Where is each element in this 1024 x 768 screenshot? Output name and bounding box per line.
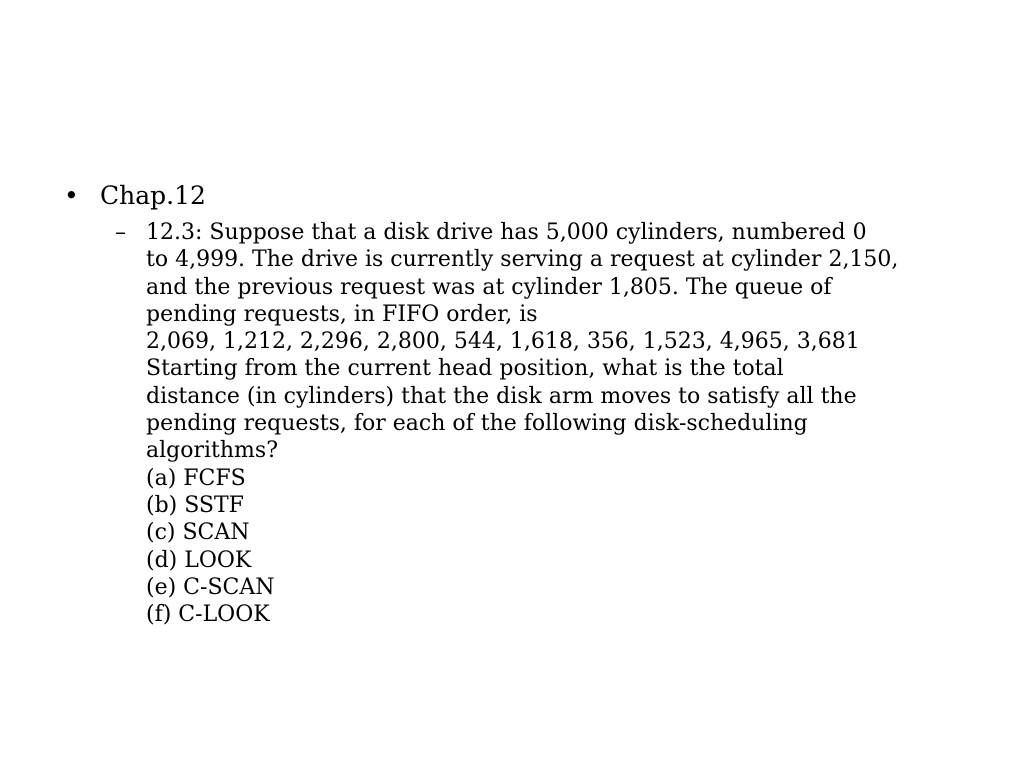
question-line: pending requests, in FIFO order, is: [146, 301, 538, 327]
option-c-scan: (e) C-SCAN: [146, 574, 275, 600]
question-line: pending requests, for each of the following disk-scheduling: [146, 411, 808, 437]
option-sstf: (b) SSTF: [146, 492, 244, 518]
question-line: and the previous request was at cylinder 1,805. The queue of: [146, 274, 832, 300]
option-fcfs: (a) FCFS: [146, 465, 246, 491]
question-line: Starting from the current head position, what is the total: [146, 356, 784, 382]
question-text: [146, 219, 996, 628]
sub-bullet-dash: –: [115, 220, 126, 245]
question-line: algorithms?: [146, 438, 278, 464]
question-line: distance (in cylinders) that the disk arm moves to satisfy all the: [146, 383, 857, 409]
option-c-look: (f) C-LOOK: [146, 602, 270, 628]
option-scan: (c) SCAN: [146, 520, 250, 546]
slide-heading: Chap.12: [100, 181, 206, 210]
question-line: 12.3: Suppose that a disk drive has 5,000 cylinders, numbered 0: [146, 220, 867, 245]
question-line: to 4,999. The drive is currently serving a request at cylinder 2,150,: [146, 247, 899, 273]
request-queue-line: 2,069, 1,212, 2,296, 2,800, 544, 1,618, 356, 1,523, 4,965, 3,681: [146, 329, 860, 355]
option-look: (d) LOOK: [146, 547, 252, 573]
bullet-dot: •: [64, 181, 79, 210]
